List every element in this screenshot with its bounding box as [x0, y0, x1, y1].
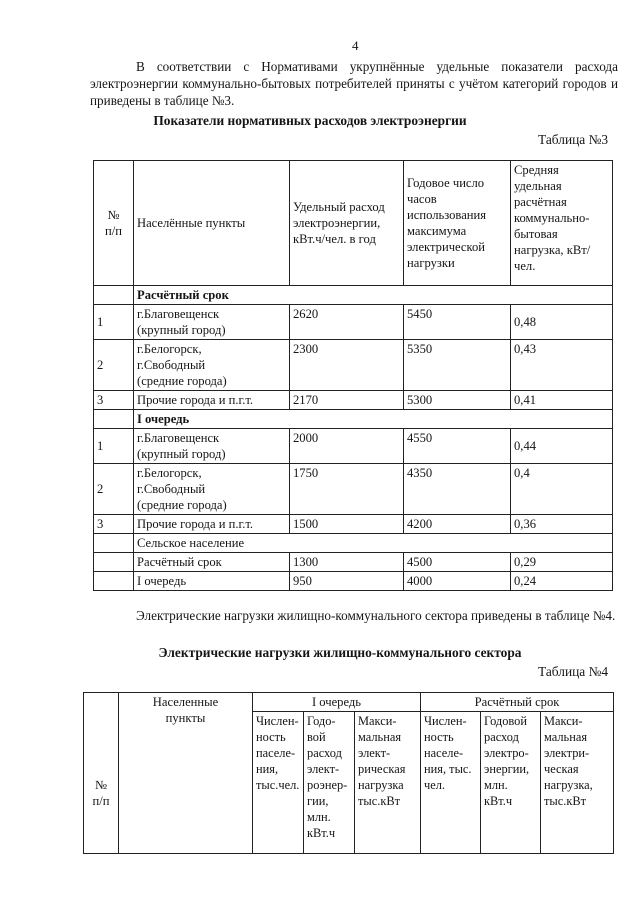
cell-num: 3	[94, 391, 134, 410]
cell-place: г.Белогорск, г.Свободный (средние города)	[134, 340, 290, 391]
table3-heading: Показатели нормативных расходов электроэнергии	[153, 113, 467, 128]
cell-hours: 5300	[404, 391, 511, 410]
table4-label: Таблица №4	[538, 664, 609, 679]
cell-load: 0,36	[511, 515, 613, 534]
section-label: I очередь	[134, 410, 613, 429]
section-row	[94, 534, 613, 553]
table3-label: Таблица №3	[538, 132, 609, 147]
header-consumption: Годо- вой расход элект- роэнер- гии, млн. кВт.ч	[304, 712, 355, 854]
header-num: № п/п	[94, 161, 134, 286]
rural-label: Сельское население	[134, 534, 613, 553]
cell-num: 1	[94, 305, 134, 340]
mid-paragraph	[90, 607, 618, 624]
header-num: № п/п	[84, 693, 119, 854]
cell-hours: 5450	[404, 305, 511, 340]
header-max-load: Макси- мальная элект- рическая нагрузка тыс.кВт	[355, 712, 421, 854]
cell-place: I очередь	[134, 572, 290, 591]
table-row	[94, 429, 613, 464]
table4-header-row	[84, 693, 614, 712]
header-population: Числен- ность населе- ния, тыс. чел.	[421, 712, 481, 854]
cell-specific: 1300	[290, 553, 404, 572]
cell-place: Расчётный срок	[134, 553, 290, 572]
table4-heading: Электрические нагрузки жилищно-коммунального сектора	[158, 645, 522, 660]
cell-num: 2	[94, 464, 134, 515]
cell-place: Прочие города и п.г.т.	[134, 391, 290, 410]
section-label: Расчётный срок	[134, 286, 613, 305]
intro-paragraph	[90, 58, 618, 109]
cell-load: 0,41	[511, 391, 613, 410]
header-consumption: Годовой расход электро- энергии, млн. кВт.ч	[481, 712, 541, 854]
cell-num: 3	[94, 515, 134, 534]
header-hours: Годовое число часов использования максимума электрической нагрузки	[404, 161, 511, 286]
header-specific: Удельный расход электроэнергии, кВт.ч/чел. в год	[290, 161, 404, 286]
cell-specific: 2300	[290, 340, 404, 391]
header-place: Населённые пункты	[134, 161, 290, 286]
cell-place: Прочие города и п.г.т.	[134, 515, 290, 534]
header-population: Числен- ность паселе- ния, тыс.чел.	[253, 712, 304, 854]
header-place: Населенные пункты	[119, 693, 253, 854]
table-row	[94, 572, 613, 591]
cell-specific: 2000	[290, 429, 404, 464]
cell-num: 1	[94, 429, 134, 464]
cell-hours: 4200	[404, 515, 511, 534]
header-calc: Расчётный срок	[421, 693, 614, 712]
cell-hours: 4550	[404, 429, 511, 464]
table-row	[94, 340, 613, 391]
page-number: 4	[352, 38, 359, 53]
cell-specific: 950	[290, 572, 404, 591]
cell-place: г.Белогорск, г.Свободный (средние города)	[134, 464, 290, 515]
cell-specific: 1500	[290, 515, 404, 534]
cell-load: 0,4	[511, 464, 613, 515]
intro-text: В соответствии с Нормативами укрупнённые удельные показатели расхода электроэнергии коммунально-бытовых потребителей приняты с учётом категорий городов и приведены в таблице №3.	[90, 59, 618, 108]
table3	[93, 160, 613, 591]
section-row	[94, 286, 613, 305]
table-row	[94, 553, 613, 572]
cell-load: 0,44	[511, 429, 613, 464]
cell-place: г.Благовещенск (крупный город)	[134, 429, 290, 464]
cell-specific: 1750	[290, 464, 404, 515]
header-max-load: Макси- мальная электри- ческая нагрузка, тыс.кВт	[541, 712, 614, 854]
table-row	[94, 305, 613, 340]
cell-hours: 4500	[404, 553, 511, 572]
cell-place: г.Благовещенск (крупный город)	[134, 305, 290, 340]
cell-specific: 2620	[290, 305, 404, 340]
table-row	[94, 464, 613, 515]
cell-specific: 2170	[290, 391, 404, 410]
table-row	[94, 515, 613, 534]
header-load: Средняя удельная расчётная коммунально-бытовая нагрузка, кВт/чел.	[511, 161, 613, 286]
cell-load: 0,43	[511, 340, 613, 391]
section-row	[94, 410, 613, 429]
cell-load: 0,29	[511, 553, 613, 572]
cell-hours: 4000	[404, 572, 511, 591]
table3-header-row	[94, 161, 613, 286]
cell-hours: 5350	[404, 340, 511, 391]
cell-hours: 4350	[404, 464, 511, 515]
table-row	[94, 391, 613, 410]
header-first: I очередь	[253, 693, 421, 712]
cell-num: 2	[94, 340, 134, 391]
cell-load: 0,24	[511, 572, 613, 591]
mid-text: Электрические нагрузки жилищно-коммунального сектора приведены в таблице №4.	[136, 608, 616, 623]
table4	[83, 692, 614, 854]
cell-load: 0,48	[511, 305, 613, 340]
